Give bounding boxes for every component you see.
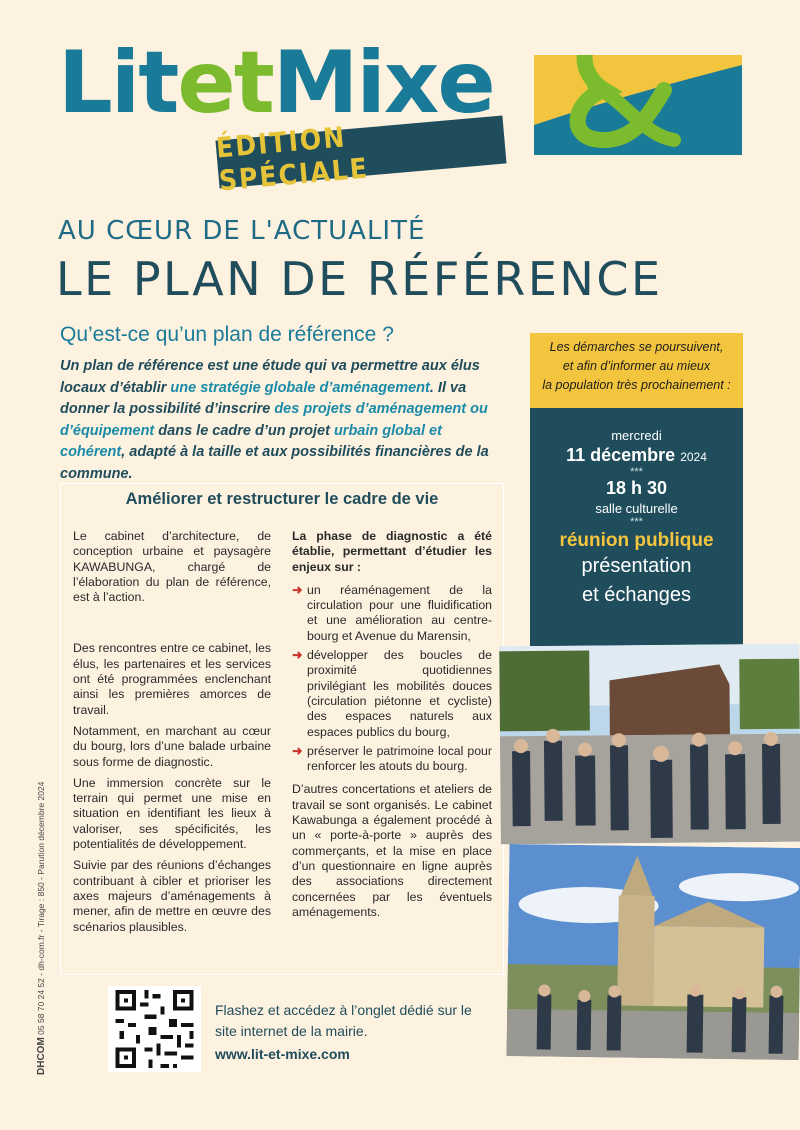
list-item: ➜ préserver le patrimoine local pour renforcer les atouts du bourg. xyxy=(292,743,492,774)
photo-church xyxy=(507,844,800,1060)
intro-paragraph: Un plan de référence est une étude qui va permettre aux élus locaux d’établir une stratégie globale d’aménagement. Il va donner la possibilité d’inscrire des projets d’aménagement ou d’équipement dans le cadre d’un projet urbain global et cohérent, adapté à la taille et aux possibilités financières de la commune. xyxy=(60,358,489,482)
issues-list xyxy=(292,583,492,775)
section-title: Améliorer et restructurer le cadre de vie xyxy=(125,490,439,508)
page-title: LE PLAN DE RÉFÉRENCE xyxy=(56,252,663,306)
event-place: salle culturelle xyxy=(595,501,678,516)
kicker: AU CŒUR DE L'ACTUALITÉ xyxy=(58,216,426,246)
logo-et: et xyxy=(177,33,273,133)
right-column: La phase de diagnostic a été établie, permettant d’étudier les enjeux sur : ➜ un réaménagement de la circulation pour une fluidification et une amélioration au centre-bourg et Avenue du Marensin, ➜ développer des boucles de proximité quotidiennes privilégiant les mobilités douces (circulation piétonne et cycliste) des espaces naturels aux espaces publics du bourg, ➜ préserver le patrimoine local pour renforcer les atouts du bourg. D’autres concertations et ateliers de travail se sont organisés. Le cabinet Kawabunga a également procédé à un « porte-à-porte » auprès des commerçants, et la mise en place d’un questionnaire en ligne auprès des associations directement concernées par les éventuels aménagements. xyxy=(292,529,492,919)
event-type: réunion publique xyxy=(559,530,714,551)
ampersand-logo-icon xyxy=(534,55,742,155)
qr-code-icon[interactable] xyxy=(108,986,201,1072)
printer-credit: DHCOM 05 58 70 24 52 - dh-com.fr - Tirage : 850 - Parution décembre 2024 xyxy=(36,781,47,1075)
list-item: ➜ un réaménagement de la circulation pour une fluidification et une amélioration au centre-bourg et Avenue du Marensin, xyxy=(292,582,492,643)
website-link[interactable]: www.lit-et-mixe.com xyxy=(215,1046,350,1062)
photo-group-walk xyxy=(499,644,800,845)
logo-mixe: Mixe xyxy=(272,33,494,133)
event-date: 11 décembre 2024 xyxy=(566,445,707,465)
arrow-icon: ➜ xyxy=(292,582,303,597)
arrow-icon: ➜ xyxy=(292,743,303,758)
announcement-note: Les démarches se poursuivent, et afin d’informer au mieux la population très prochainement : xyxy=(530,333,743,408)
left-column: Le cabinet d’architecture, de conception urbaine et paysagère KAWABUNGA, chargé de l’élaboration du plan de référence, est à l’action. Des rencontres entre ce cabinet, les élus, les partenaires et les services ont été programmées enclenchant ainsi les premières amorces de travail. Notamment, en marchant au cœur du bourg, lors d’une balade urbaine sous forme de diagnostic. Une immersion concrète sur le terrain qui permet une mise en situation en identifiant les lieux à valoriser, ses spécificités, les potentialités de développement. Suivie par des réunions d’échanges contribuant à cibler et prioriser les axes majeurs d’aménagements à mener, afin de mettre en œuvre des scénarios plausibles. xyxy=(73,529,271,934)
list-item: ➜ développer des boucles de proximité quotidiennes privilégiant les mobilités douces (circulation piétonne et cycliste) des espaces naturels aux espaces publics du bourg, xyxy=(292,648,492,739)
event-box: mercredi 11 décembre 2024 *** 18 h 30 salle culturelle *** réunion publique présentation et échanges xyxy=(530,408,743,646)
logo-lit: Lit xyxy=(58,33,178,133)
event-time: 18 h 30 xyxy=(605,478,668,498)
event-day: mercredi xyxy=(611,428,662,443)
qr-instructions: Flashez et accédez à l’onglet dédié sur le site internet de la mairie. xyxy=(215,1002,472,1039)
question-heading: Qu’est-ce qu’un plan de référence ? xyxy=(60,323,394,346)
arrow-icon: ➜ xyxy=(292,648,303,663)
edition-label: ÉDITION SPÉCIALE xyxy=(214,120,371,198)
